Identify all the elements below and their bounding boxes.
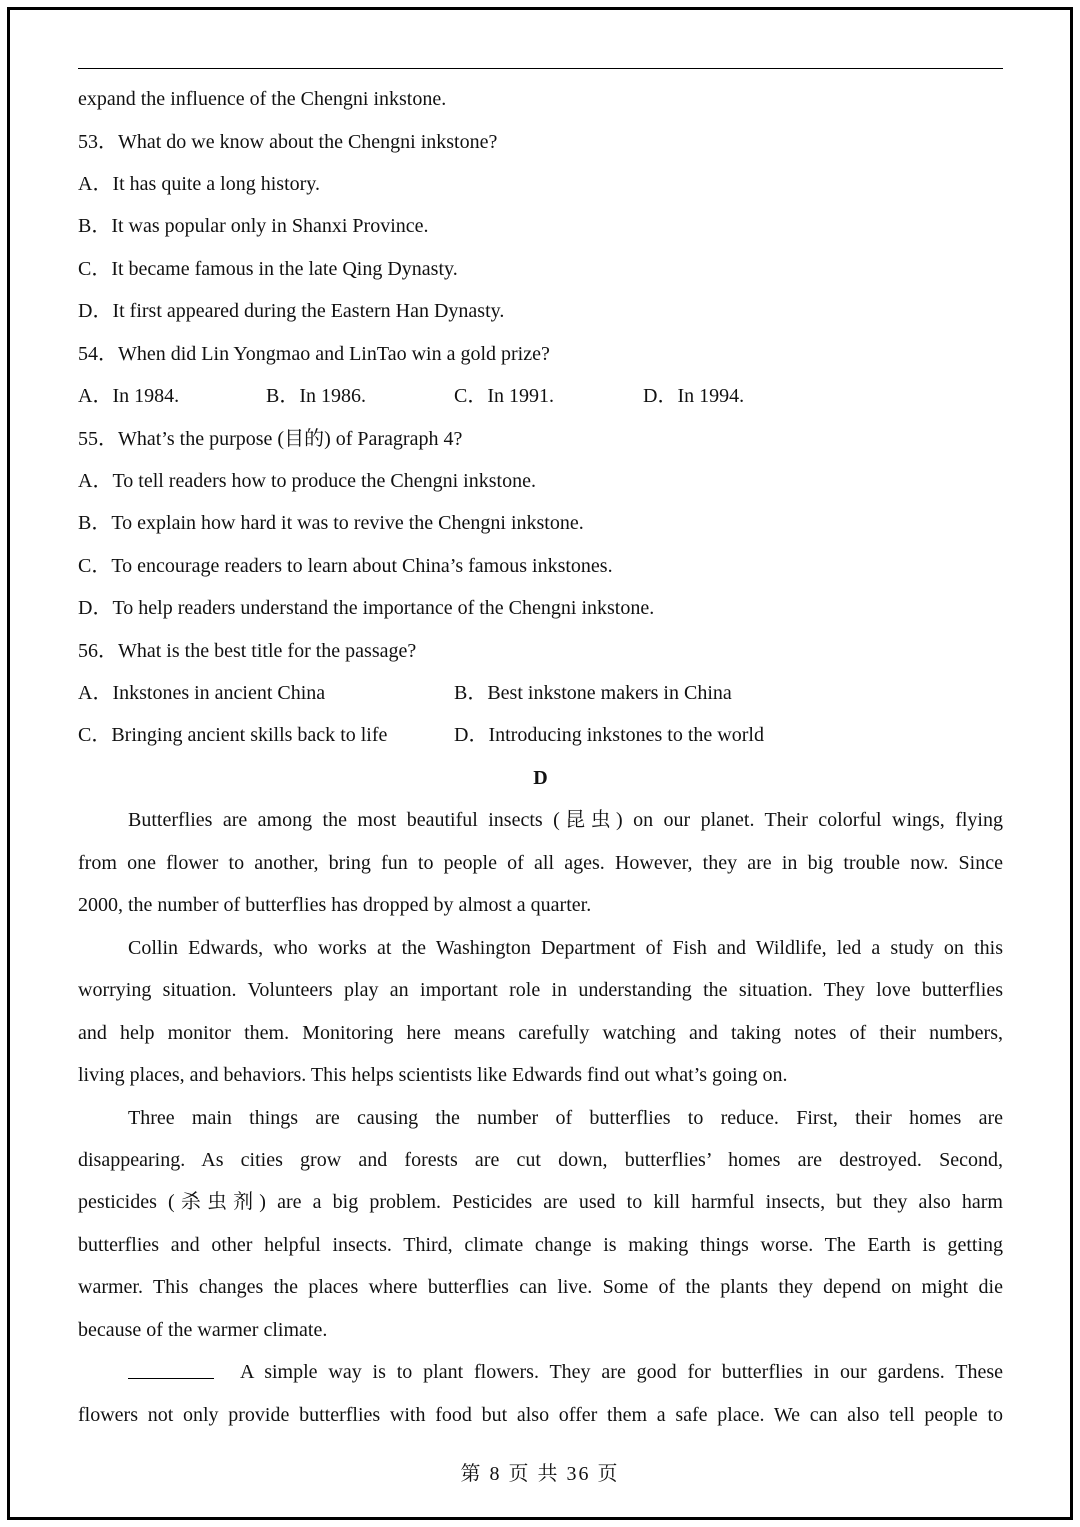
question-53-option-c: C．It became famous in the late Qing Dynasty.: [78, 258, 458, 280]
section-heading: D: [533, 767, 548, 789]
question-56-option-a: A．Inkstones in ancient China: [78, 682, 326, 704]
passage-line: worrying situation. Volunteers play an important role in understanding the situation. They love butterflies: [78, 979, 1003, 1001]
passage-line: 2000, the number of butterflies has dropped by almost a quarter.: [78, 894, 592, 916]
passage-line: disappearing. As cities grow and forests are cut down, butterflies’ homes are destroyed. Second,: [78, 1149, 1003, 1171]
question-54-option-d: D．In 1994.: [643, 385, 745, 407]
passage-line: Collin Edwards, who works at the Washington Department of Fish and Wildlife, led a study on this: [128, 937, 1003, 959]
question-53-option-d: D．It first appeared during the Eastern Han Dynasty.: [78, 300, 505, 322]
passage-line: flowers not only provide butterflies with food but also offer them a safe place. We can also tell people to: [78, 1404, 1003, 1426]
continuation-text: expand the influence of the Chengni inkstone.: [78, 88, 447, 110]
question-54-stem: 54．When did Lin Yongmao and LinTao win a gold prize?: [78, 343, 550, 365]
question-56-option-d: D．Introducing inkstones to the world: [454, 724, 764, 746]
question-56-stem: 56．What is the best title for the passage?: [78, 640, 417, 662]
question-55-option-d: D．To help readers understand the importance of the Chengni inkstone.: [78, 597, 655, 619]
passage-blank-line: [128, 1360, 1003, 1385]
passage-line: because of the warmer climate.: [78, 1319, 328, 1341]
question-55-option-a: A．To tell readers how to produce the Chengni inkstone.: [78, 470, 536, 492]
question-54-option-c: C．In 1991.: [454, 385, 554, 407]
passage-line: Butterflies are among the most beautiful insects (昆虫) on our planet. Their colorful wings, flying: [128, 809, 1003, 831]
passage-line: pesticides (杀虫剂) are a big problem. Pesticides are used to kill harmful insects, but they also harm: [78, 1191, 1003, 1213]
passage-line: warmer. This changes the places where butterflies can live. Some of the plants they depend on might die: [78, 1276, 1003, 1298]
question-55-stem: 55．What’s the purpose (目的) of Paragraph 4?: [78, 428, 463, 450]
question-53-stem: 53．What do we know about the Chengni inkstone?: [78, 131, 498, 153]
question-54-option-a: A．In 1984.: [78, 385, 180, 407]
question-53-option-b: B．It was popular only in Shanxi Province.: [78, 215, 429, 237]
passage-line: A simple way is to plant flowers. They are good for butterflies in our gardens. These: [240, 1361, 1003, 1383]
answer-blank: [128, 1360, 214, 1379]
question-55-option-b: B．To explain how hard it was to revive the Chengni inkstone.: [78, 512, 584, 534]
passage-line: and help monitor them. Monitoring here means carefully watching and taking notes of their numbers,: [78, 1022, 1003, 1044]
question-53-option-a: A．It has quite a long history.: [78, 173, 321, 195]
question-56-option-c: C．Bringing ancient skills back to life: [78, 724, 388, 746]
passage-line: living places, and behaviors. This helps scientists like Edwards find out what’s going on.: [78, 1064, 788, 1086]
passage-line: Three main things are causing the number of butterflies to reduce. First, their homes are: [128, 1107, 1003, 1129]
page-number: 第 8 页 共 36 页: [460, 1463, 620, 1485]
question-55-option-c: C．To encourage readers to learn about China’s famous inkstones.: [78, 555, 613, 577]
question-56-option-b: B．Best inkstone makers in China: [454, 682, 732, 704]
header-rule: [78, 68, 1003, 69]
passage-line: from one flower to another, bring fun to people of all ages. However, they are in big trouble now. Since: [78, 852, 1003, 874]
passage-line: butterflies and other helpful insects. Third, climate change is making things worse. The Earth is getting: [78, 1234, 1003, 1256]
question-54-option-b: B．In 1986.: [266, 385, 366, 407]
